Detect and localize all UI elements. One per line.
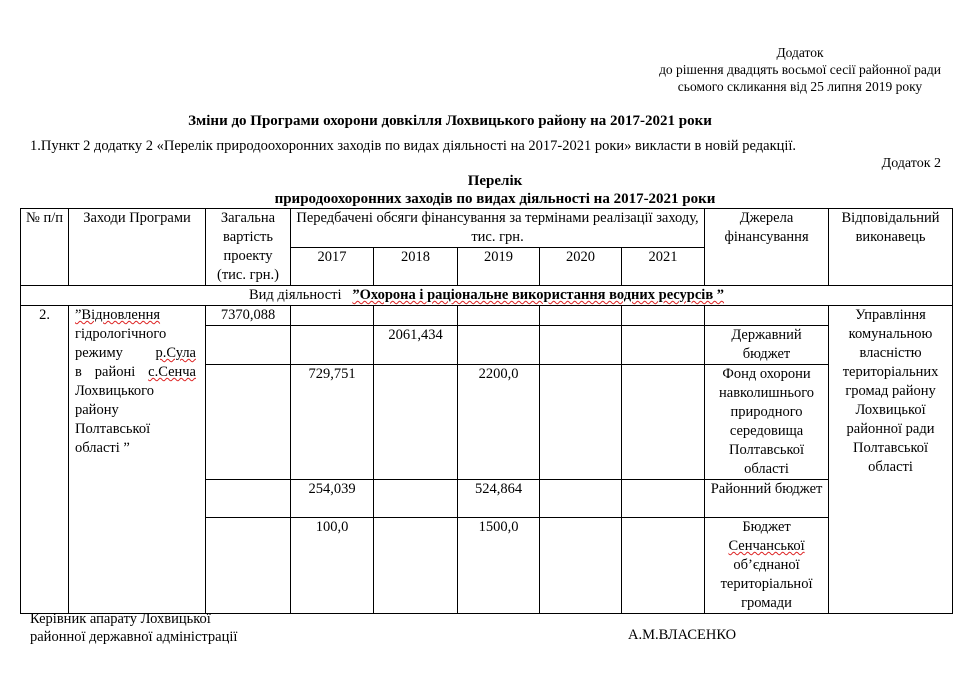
funding-cell bbox=[622, 518, 705, 614]
header-executor: Відповідальний виконавець bbox=[829, 209, 953, 286]
funding-cell bbox=[622, 480, 705, 518]
header-year: 2019 bbox=[458, 248, 540, 286]
measure-line: в районі с.Сенча bbox=[75, 364, 196, 380]
section-row bbox=[21, 286, 953, 306]
measures-table bbox=[20, 208, 953, 614]
header-year: 2018 bbox=[374, 248, 458, 286]
funding-cell bbox=[622, 326, 705, 365]
funding-cell bbox=[458, 326, 540, 365]
funding-cell bbox=[374, 480, 458, 518]
funding-cell bbox=[622, 306, 705, 326]
annex-line-2: до рішення двадцять восьмої сесії районної ради bbox=[659, 62, 941, 77]
funding-cell bbox=[291, 326, 374, 365]
source-line: Сенчанської bbox=[728, 538, 805, 554]
funding-cell bbox=[540, 365, 622, 480]
annex-block bbox=[650, 44, 950, 95]
document-title: Зміни до Програми охорони довкілля Лохвицького району на 2017-2021 роки bbox=[188, 113, 712, 129]
source-line: об’єднаної територіальної громади bbox=[720, 557, 813, 611]
measure-line: Полтавської bbox=[75, 421, 151, 437]
source-cell bbox=[705, 306, 829, 326]
funding-cell: 524,864 bbox=[458, 480, 540, 518]
source-cell: Фонд охорони навколишнього природного середовища Полтавської області bbox=[705, 365, 829, 480]
funding-cell: 2200,0 bbox=[458, 365, 540, 480]
footer-line-2: районної державної адміністрації bbox=[30, 629, 238, 645]
source-cell bbox=[705, 518, 829, 614]
funding-cell bbox=[291, 306, 374, 326]
header-financing: Передбачені обсяги фінансування за термінами реалізації заходу, тис. грн. bbox=[291, 209, 705, 248]
funding-cell bbox=[374, 306, 458, 326]
measure-line: ”Відновлення bbox=[75, 307, 161, 323]
row-total: 7370,088 bbox=[206, 306, 291, 326]
funding-cell bbox=[206, 326, 291, 365]
funding-cell bbox=[458, 306, 540, 326]
funding-cell bbox=[540, 306, 622, 326]
funding-cell bbox=[206, 480, 291, 518]
measure-line: області ” bbox=[75, 440, 130, 456]
funding-cell bbox=[374, 518, 458, 614]
annex-line-3: сьомого скликання від 25 липня 2019 року bbox=[677, 79, 923, 94]
funding-cell: 254,039 bbox=[291, 480, 374, 518]
section-name-text: ”Охорона і раціональне використання водних ресурсів ” bbox=[352, 287, 725, 303]
footer-signature: А.М.ВЛАСЕНКО bbox=[628, 627, 737, 643]
funding-cell bbox=[540, 326, 622, 365]
source-cell: Державний бюджет bbox=[705, 326, 829, 365]
list-title bbox=[0, 172, 966, 208]
row-measure bbox=[69, 306, 206, 614]
annex-line-1: Додаток bbox=[776, 45, 824, 60]
list-title-line-2: природоохоронних заходів по видах діяльності на 2017-2021 роки bbox=[274, 191, 716, 207]
funding-cell: 2061,434 bbox=[374, 326, 458, 365]
funding-cell bbox=[540, 518, 622, 614]
header-sources: Джерела фінансування bbox=[705, 209, 829, 286]
funding-cell bbox=[206, 518, 291, 614]
funding-cell bbox=[206, 365, 291, 480]
header-total: Загальна вартість проекту (тис. грн.) bbox=[206, 209, 291, 286]
funding-cell bbox=[622, 365, 705, 480]
funding-cell bbox=[374, 365, 458, 480]
measure-line: району bbox=[75, 402, 119, 418]
annex-2-label: Додаток 2 bbox=[881, 156, 941, 171]
measure-line: гідрологічного bbox=[75, 326, 167, 342]
header-measures: Заходи Програми bbox=[69, 209, 206, 286]
funding-cell: 729,751 bbox=[291, 365, 374, 480]
row-executor: Управління комунальною власністю територіальних громад району Лохвицької районної ради Полтавської області bbox=[829, 306, 953, 614]
list-title-line-1: Перелік bbox=[467, 173, 523, 189]
header-year: 2021 bbox=[622, 248, 705, 286]
point-text: 1.Пункт 2 додатку 2 «Перелік природоохоронних заходів по видах діяльності на 2017-2021 роки» викласти в новій редакції. bbox=[30, 138, 797, 154]
row-num: 2. bbox=[21, 306, 69, 614]
section-prefix: Вид діяльності bbox=[248, 287, 342, 303]
source-line: Бюджет bbox=[742, 519, 791, 535]
section-name bbox=[352, 287, 724, 303]
footer-line-1: Керівник апарату Лохвицької bbox=[30, 611, 211, 627]
header-year: 2017 bbox=[291, 248, 374, 286]
measure-line: Лохвицького bbox=[75, 383, 154, 399]
header-num: № п/п bbox=[21, 209, 69, 286]
source-cell: Районний бюджет bbox=[705, 480, 829, 518]
funding-cell: 100,0 bbox=[291, 518, 374, 614]
header-year: 2020 bbox=[540, 248, 622, 286]
measure-line: режиму р.Сула bbox=[75, 345, 196, 361]
footer-position bbox=[30, 610, 237, 646]
funding-cell bbox=[540, 480, 622, 518]
funding-cell: 1500,0 bbox=[458, 518, 540, 614]
